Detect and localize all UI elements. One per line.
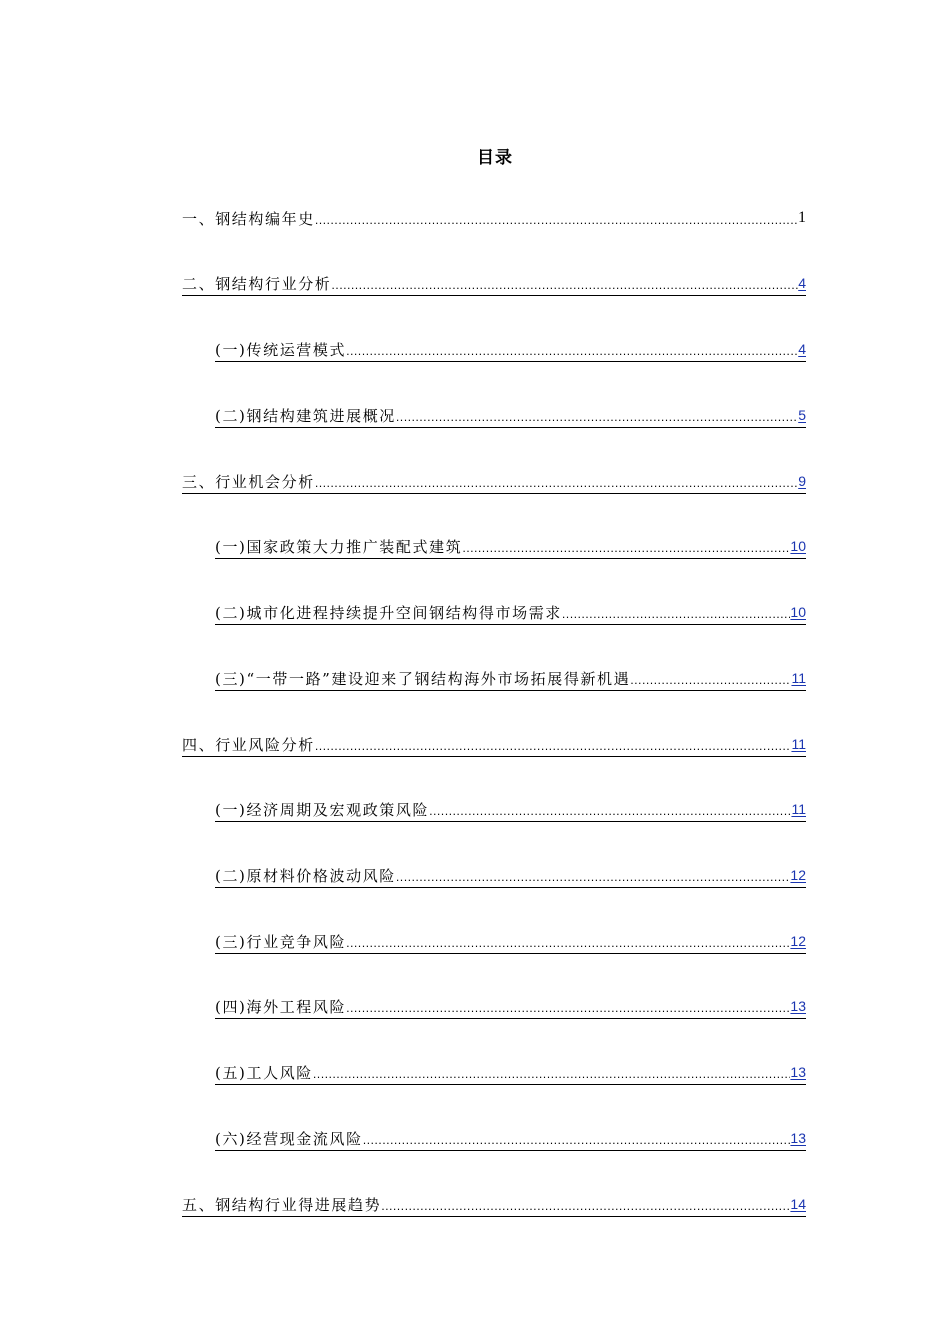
dot-leader [331,273,798,295]
toc-entry-title: (二)城市化进程持续提升空间钢结构得市场需求 [215,604,562,622]
toc-entry-4-4[interactable] [215,996,806,1019]
toc-page-link[interactable]: 11 [791,670,806,686]
toc-entry-title: 五、钢结构行业得进展趋势 [182,1196,382,1214]
toc-page-link[interactable]: 12 [790,867,806,883]
dot-leader [562,602,791,624]
toc-entry-5[interactable] [182,1194,806,1217]
toc-page-link[interactable]: 11 [791,736,806,752]
toc-entry-title: 四、行业风险分析 [182,736,315,754]
dot-leader [396,865,791,887]
toc-page-link[interactable]: 13 [790,1130,806,1146]
toc-page-link[interactable]: 13 [790,998,806,1014]
toc-entry-3[interactable] [182,471,806,494]
dot-leader [346,339,798,361]
toc-page-number: 1 [798,209,806,226]
toc-title: 目录 [477,148,513,168]
dot-leader [363,1128,791,1150]
toc-entry-title: (一)传统运营模式 [215,341,347,359]
toc-page-link[interactable]: 10 [790,538,806,554]
toc-page-link[interactable]: 9 [798,473,806,489]
toc-entry-2-2[interactable] [215,405,806,428]
dot-leader [429,799,791,821]
toc-entry-title: 三、行业机会分析 [182,473,315,491]
dot-leader [630,668,791,690]
toc-entry-title: 二、钢结构行业分析 [182,275,332,293]
toc-entry-4[interactable] [182,734,806,757]
toc-entry-title: (三)“一带一路”建设迎来了钢结构海外市场拓展得新机遇 [215,670,631,688]
toc-entry-4-1[interactable] [215,799,806,822]
dot-leader [396,405,798,427]
dot-leader [313,1062,791,1084]
toc-entry-title: (一)经济周期及宏观政策风险 [215,801,430,819]
toc-entry-1[interactable] [182,208,806,230]
dot-leader [346,996,790,1018]
toc-entry-title: (五)工人风险 [215,1064,313,1082]
toc-entry-4-3[interactable] [215,931,806,954]
dot-leader [346,931,790,953]
dot-leader [462,536,790,558]
toc-entry-title: (四)海外工程风险 [215,998,347,1016]
toc-page-link[interactable]: 14 [790,1196,806,1212]
toc-entry-title: (一)国家政策大力推广装配式建筑 [215,538,463,556]
toc-page-link[interactable]: 4 [798,341,806,357]
toc-entry-4-5[interactable] [215,1062,806,1085]
toc-entry-2[interactable] [182,273,806,296]
toc-entry-4-6[interactable] [215,1128,806,1151]
toc-entry-3-3[interactable] [215,668,806,691]
toc-entry-3-1[interactable] [215,536,806,559]
toc-entry-title: 一、钢结构编年史 [182,210,315,228]
dot-leader [315,208,798,230]
toc-page-link[interactable]: 5 [798,407,806,423]
toc-page-link[interactable]: 11 [791,801,806,817]
toc-entry-3-2[interactable] [215,602,806,625]
toc-page-link[interactable]: 10 [790,604,806,620]
toc-entry-title: (三)行业竞争风险 [215,933,347,951]
toc-entry-title: (六)经营现金流风险 [215,1130,363,1148]
dot-leader [315,471,798,493]
toc-page-link[interactable]: 4 [798,275,806,291]
toc-entry-2-1[interactable] [215,339,806,362]
toc-entry-title: (二)原材料价格波动风险 [215,867,396,885]
dot-leader [381,1194,790,1216]
toc-page-link[interactable]: 13 [790,1064,806,1080]
toc-entry-title: (二)钢结构建筑进展概况 [215,407,396,425]
toc-page-link[interactable]: 12 [790,933,806,949]
toc-entry-4-2[interactable] [215,865,806,888]
dot-leader [315,734,792,756]
